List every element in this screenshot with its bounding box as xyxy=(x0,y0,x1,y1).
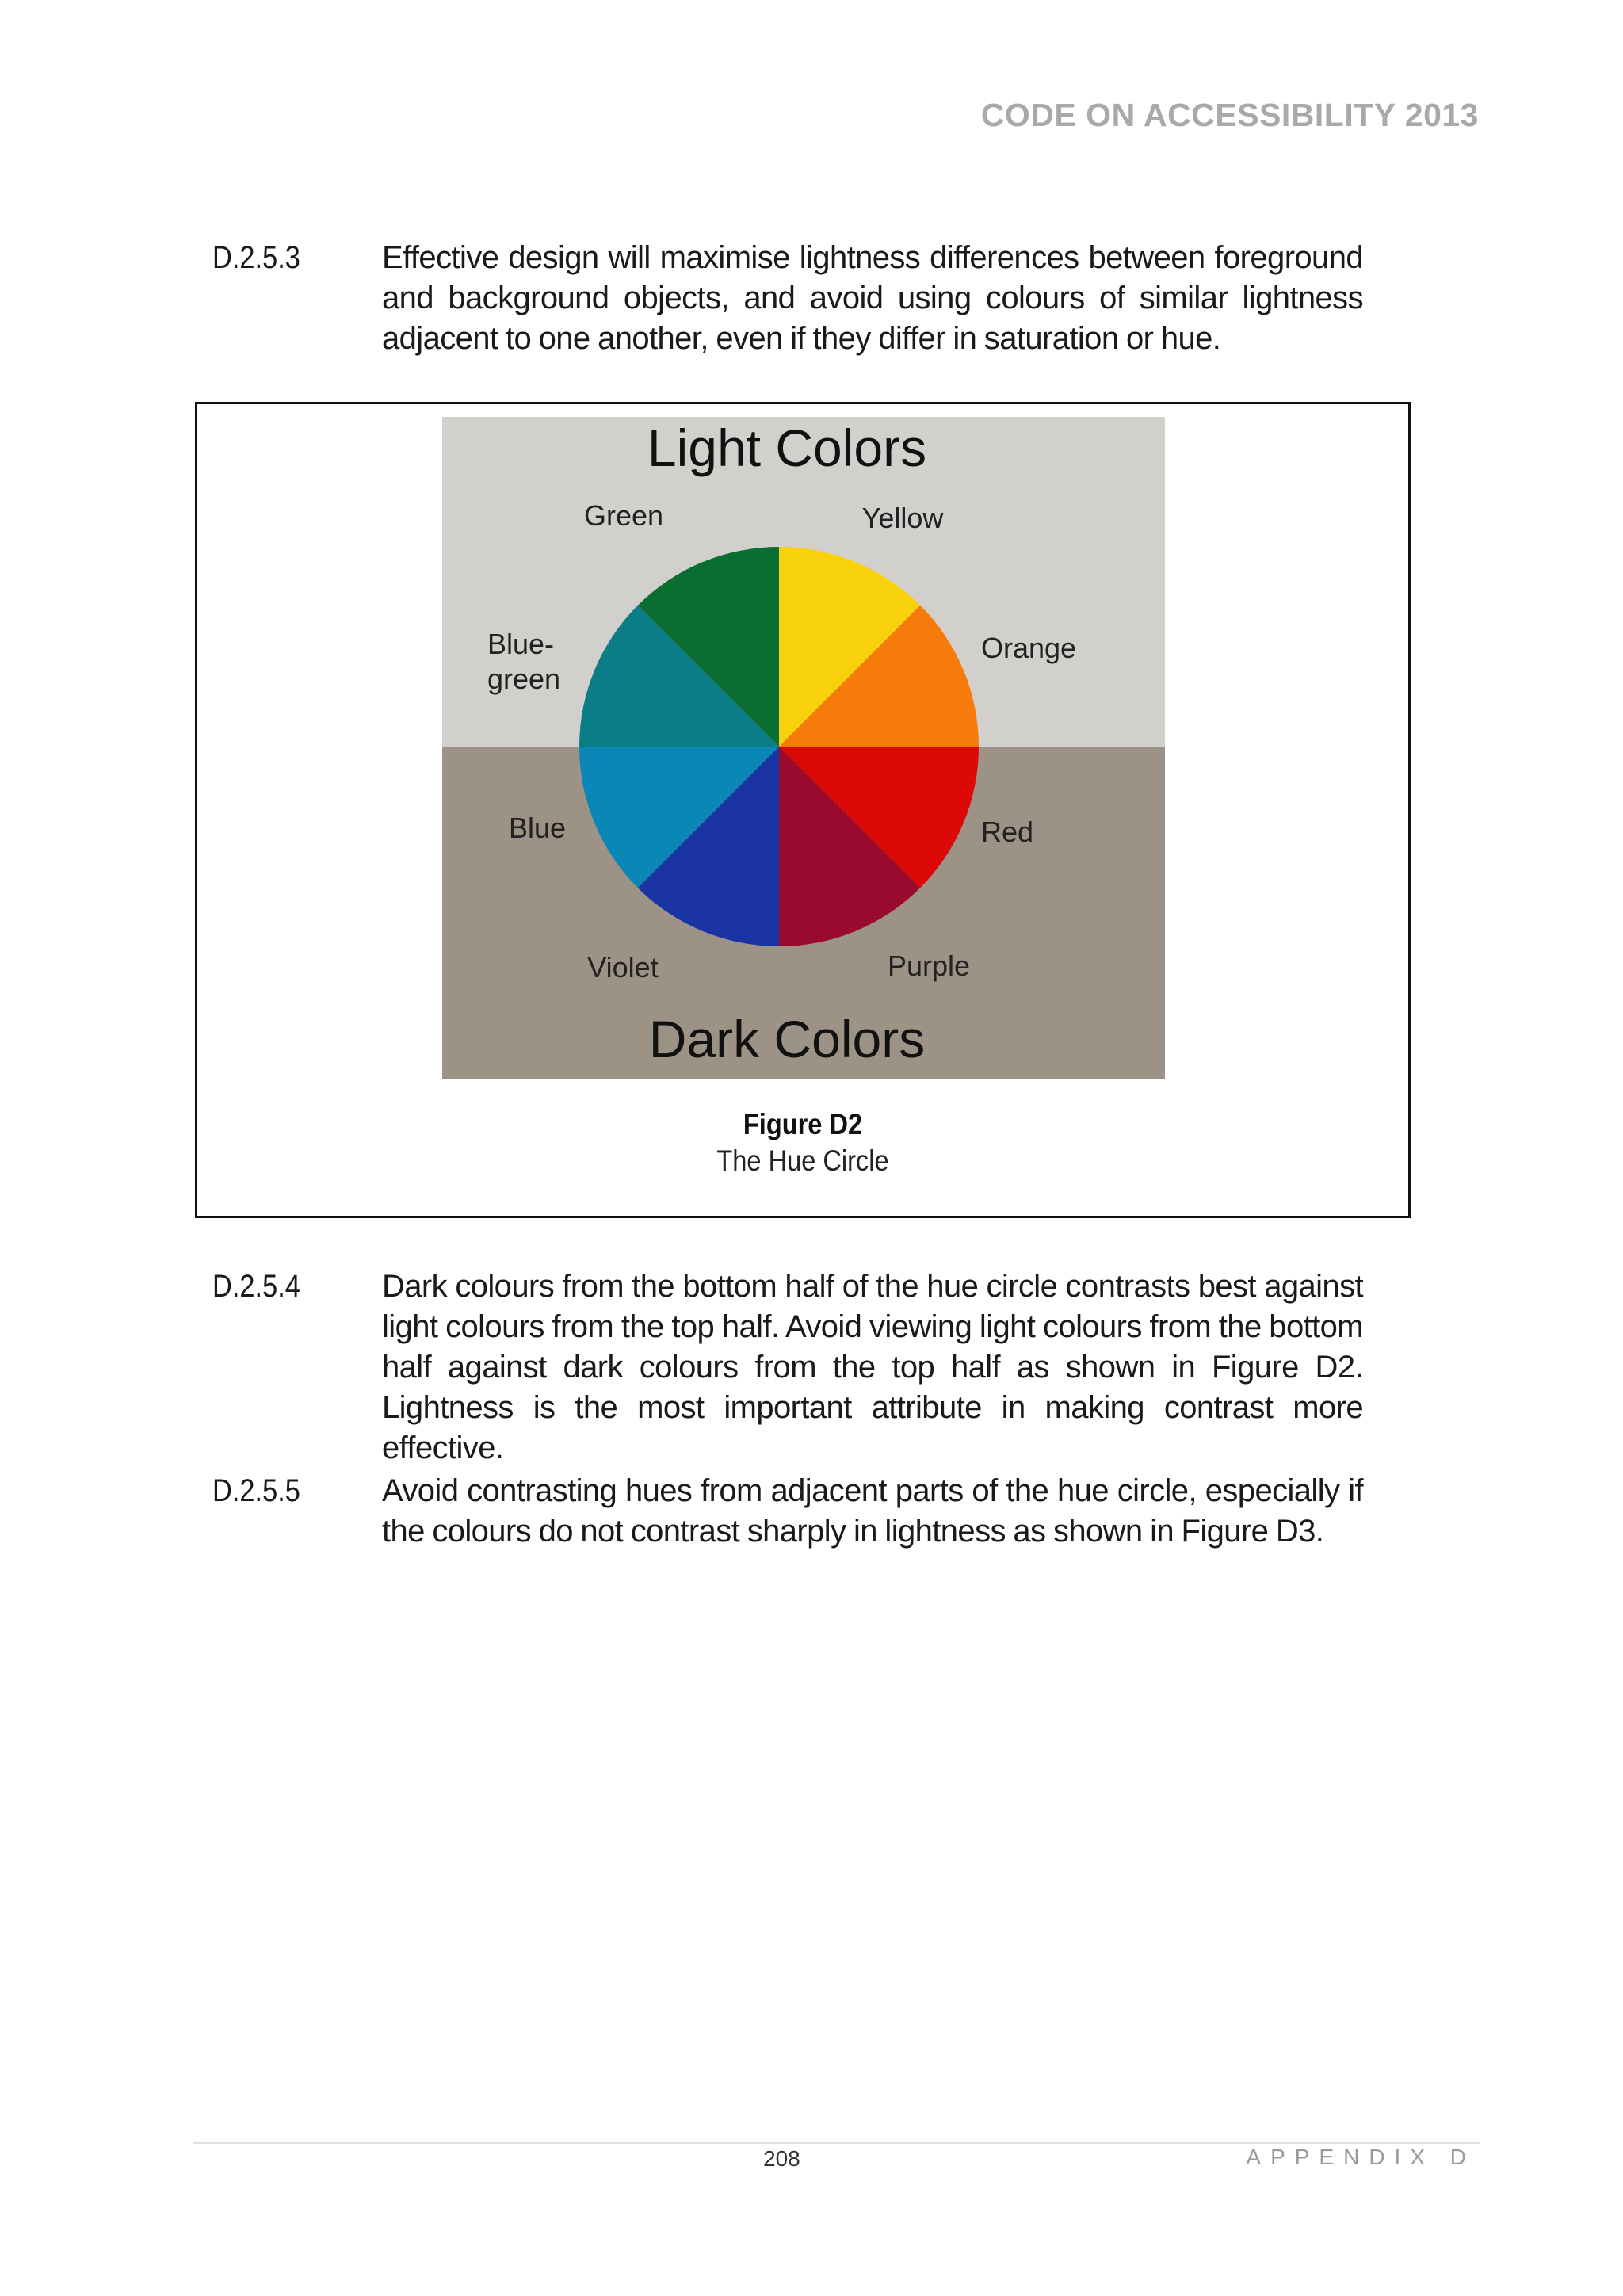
label-purple: Purple xyxy=(888,949,971,982)
clause-number: D.2.5.3 xyxy=(212,240,300,275)
light-colors-label: Light Colors xyxy=(647,418,927,477)
label-blue: Blue xyxy=(509,812,567,844)
page-number: 208 xyxy=(763,2146,800,2171)
clause-text: Avoid contrasting hues from adjacent parts of the hue circle, especially if the colours do not contrast sharply in lightness as shown in Figure D3. xyxy=(382,1473,1363,1549)
label-blue-green-line2: green xyxy=(487,663,561,695)
appendix-label: APPENDIX D xyxy=(1246,2145,1476,2169)
label-blue-green-line1: Blue- xyxy=(487,628,555,660)
label-violet: Violet xyxy=(587,951,659,984)
running-header: CODE ON ACCESSIBILITY 2013 xyxy=(980,97,1479,133)
hue-wheel xyxy=(579,547,979,946)
clause-number: D.2.5.5 xyxy=(212,1473,300,1508)
dark-colors-label: Dark Colors xyxy=(648,1010,926,1068)
footer-divider xyxy=(193,2142,1480,2144)
label-yellow: Yellow xyxy=(861,502,944,534)
label-green: Green xyxy=(583,499,664,532)
figure-d2 xyxy=(195,402,1411,1218)
label-red: Red xyxy=(981,816,1034,848)
figure-caption-title: Figure D2 xyxy=(743,1108,863,1140)
clause-text: Effective design will maximise lightness differences between foreground and background objects, and avoid using colours of similar lightness adjacent to one another, even if they differ in saturation or hue. xyxy=(382,240,1363,356)
hue-circle-image xyxy=(442,417,1165,1079)
clause-text: Dark colours from the bottom half of the hue circle contrasts best against light colours from the top half. Avoid viewing light colours from the bottom half against dark colours from the top half as shown in Figure D2. Lightness is the most important attribute in making contrast more effective. xyxy=(382,1269,1363,1465)
clause-number: D.2.5.4 xyxy=(212,1269,300,1304)
label-orange: Orange xyxy=(981,632,1077,664)
figure-caption-subtitle: The Hue Circle xyxy=(716,1144,889,1177)
